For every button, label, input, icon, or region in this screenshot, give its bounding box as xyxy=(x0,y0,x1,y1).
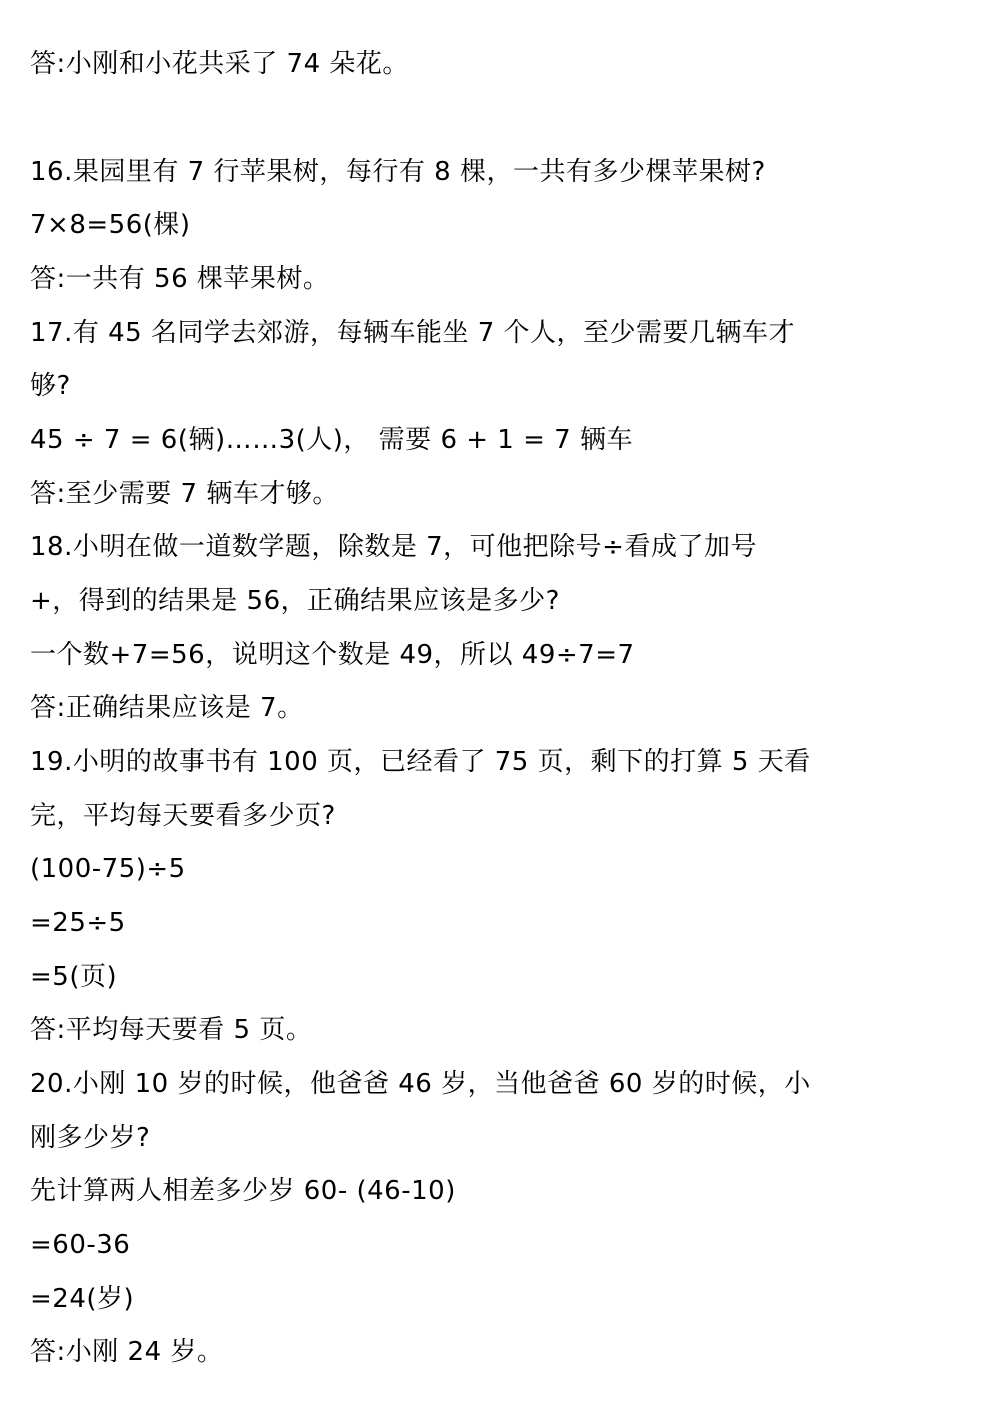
question-18-cont: +，得到的结果是 56，正确结果应该是多少? xyxy=(30,586,560,616)
solution-20-step-1: 先计算两人相差多少岁 60- (46-10) xyxy=(30,1176,456,1206)
question-18: 18.小明在做一道数学题，除数是 7，可他把除号÷看成了加号 xyxy=(30,532,757,562)
question-20-cont: 刚多少岁? xyxy=(30,1123,151,1153)
solution-20-step-3: =24(岁) xyxy=(30,1284,135,1314)
answer-18: 答:正确结果应该是 7。 xyxy=(30,693,304,723)
solution-18: 一个数+7=56，说明这个数是 49，所以 49÷7=7 xyxy=(30,640,635,670)
question-19-cont: 完，平均每天要看多少页? xyxy=(30,801,336,831)
solution-20-step-2: =60-36 xyxy=(30,1230,131,1260)
solution-19-step-3: =5(页) xyxy=(30,962,118,992)
solution-19-step-1: (100-75)÷5 xyxy=(30,854,186,884)
question-16: 16.果园里有 7 行苹果树，每行有 8 棵，一共有多少棵苹果树? xyxy=(30,157,766,187)
answer-19: 答:平均每天要看 5 页。 xyxy=(30,1015,313,1045)
answer-16: 答:一共有 56 棵苹果树。 xyxy=(30,264,330,294)
question-17-cont: 够? xyxy=(30,371,71,401)
question-17: 17.有 45 名同学去郊游，每辆车能坐 7 个人，至少需要几辆车才 xyxy=(30,318,796,348)
question-19: 19.小明的故事书有 100 页，已经看了 75 页，剩下的打算 5 天看 xyxy=(30,747,811,777)
answer-15: 答:小刚和小花共采了 74 朵花。 xyxy=(30,49,409,79)
answer-20: 答:小刚 24 岁。 xyxy=(30,1337,224,1367)
answer-17: 答:至少需要 7 辆车才够。 xyxy=(30,479,339,509)
question-20: 20.小刚 10 岁的时候，他爸爸 46 岁，当他爸爸 60 岁的时候，小 xyxy=(30,1069,811,1099)
solution-19-step-2: =25÷5 xyxy=(30,908,126,938)
solution-17: 45 ÷ 7 = 6(辆)……3(人)， 需要 6 + 1 = 7 辆车 xyxy=(30,425,633,455)
solution-16: 7×8=56(棵) xyxy=(30,210,191,240)
